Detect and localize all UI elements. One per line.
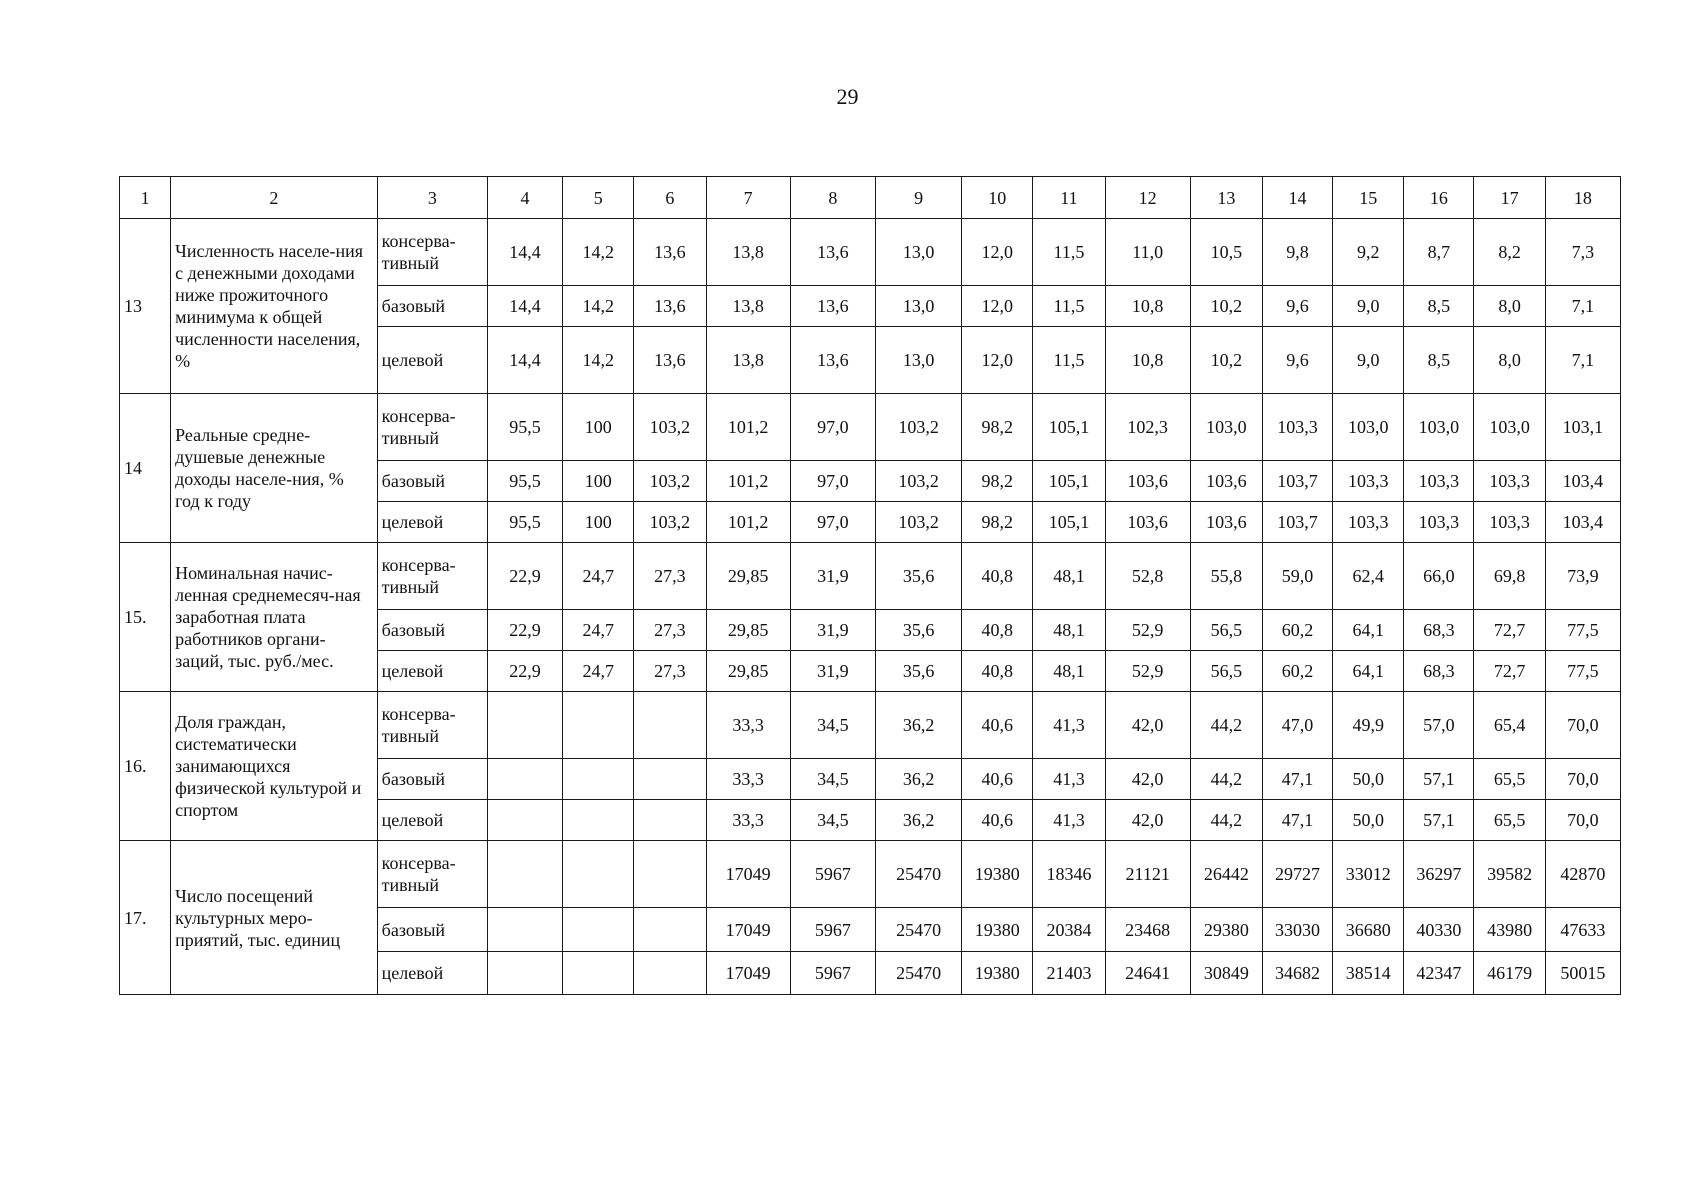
value-cell [634,759,706,800]
value-cell: 13,6 [790,219,875,286]
value-cell [563,952,634,995]
value-cell: 103,6 [1105,502,1190,543]
value-cell: 18346 [1033,841,1105,908]
column-header: 8 [790,177,875,219]
value-cell: 103,2 [634,502,706,543]
value-cell: 77,5 [1545,651,1620,692]
value-cell: 40,8 [962,610,1033,651]
table-body [120,219,1621,995]
page-number: 29 [836,84,859,109]
value-cell: 8,7 [1404,219,1474,286]
value-cell: 43980 [1474,908,1545,952]
value-cell: 105,1 [1033,461,1105,502]
value-cell: 13,6 [790,327,875,394]
value-cell: 50,0 [1333,759,1404,800]
value-cell: 52,9 [1105,610,1190,651]
value-cell: 105,1 [1033,502,1105,543]
column-header: 2 [171,177,378,219]
value-cell: 13,6 [634,286,706,327]
value-cell: 103,3 [1474,461,1545,502]
value-cell [487,841,562,908]
value-cell: 49,9 [1333,692,1404,759]
value-cell: 29,85 [706,610,790,651]
value-cell: 13,0 [875,327,961,394]
value-cell: 35,6 [875,610,961,651]
value-cell: 19380 [962,908,1033,952]
value-cell: 69,8 [1474,543,1545,610]
value-cell: 50015 [1545,952,1620,995]
table-row [120,543,1621,610]
value-cell: 19380 [962,952,1033,995]
value-cell: 56,5 [1190,610,1262,651]
value-cell: 52,8 [1105,543,1190,610]
column-header: 5 [563,177,634,219]
value-cell: 13,6 [634,327,706,394]
value-cell: 40,6 [962,800,1033,841]
value-cell: 34,5 [790,800,875,841]
value-cell: 25470 [875,841,961,908]
value-cell: 11,0 [1105,219,1190,286]
indicator-number: 17. [120,841,171,995]
value-cell: 42870 [1545,841,1620,908]
value-cell: 44,2 [1190,800,1262,841]
value-cell: 23468 [1105,908,1190,952]
value-cell: 103,2 [875,502,961,543]
value-cell: 38514 [1333,952,1404,995]
value-cell: 36,2 [875,800,961,841]
value-cell: 47,1 [1262,759,1332,800]
value-cell: 33,3 [706,800,790,841]
value-cell: 103,2 [875,394,961,461]
column-header: 13 [1190,177,1262,219]
value-cell: 103,6 [1105,461,1190,502]
column-header: 3 [377,177,487,219]
value-cell: 10,5 [1190,219,1262,286]
value-cell: 13,0 [875,286,961,327]
value-cell: 103,2 [634,461,706,502]
scenario-label: базовый [377,759,487,800]
value-cell: 35,6 [875,543,961,610]
value-cell: 103,3 [1474,502,1545,543]
value-cell: 41,3 [1033,800,1105,841]
value-cell: 17049 [706,908,790,952]
value-cell: 11,5 [1033,327,1105,394]
value-cell: 46179 [1474,952,1545,995]
value-cell: 105,1 [1033,394,1105,461]
value-cell: 40330 [1404,908,1474,952]
value-cell: 33,3 [706,692,790,759]
value-cell: 24,7 [563,610,634,651]
value-cell: 40,6 [962,759,1033,800]
scenario-label: целевой [377,327,487,394]
value-cell: 22,9 [487,543,562,610]
column-header: 17 [1474,177,1545,219]
value-cell: 24,7 [563,651,634,692]
value-cell: 10,2 [1190,286,1262,327]
scenario-label: консерва-тивный [377,219,487,286]
value-cell: 65,4 [1474,692,1545,759]
indicator-name: Число посещений культурных меро-приятий, тыс. единиц [171,841,378,995]
table-row [120,394,1621,461]
value-cell: 25470 [875,952,961,995]
value-cell: 103,0 [1333,394,1404,461]
value-cell: 8,2 [1474,219,1545,286]
value-cell: 103,4 [1545,502,1620,543]
value-cell: 103,7 [1262,461,1332,502]
value-cell: 68,3 [1404,610,1474,651]
value-cell: 42,0 [1105,800,1190,841]
value-cell: 9,0 [1333,286,1404,327]
value-cell: 64,1 [1333,651,1404,692]
value-cell: 95,5 [487,502,562,543]
value-cell: 68,3 [1404,651,1474,692]
column-header: 4 [487,177,562,219]
value-cell: 42,0 [1105,759,1190,800]
column-header: 16 [1404,177,1474,219]
value-cell: 42347 [1404,952,1474,995]
value-cell: 103,1 [1545,394,1620,461]
value-cell: 103,3 [1404,502,1474,543]
value-cell: 41,3 [1033,759,1105,800]
scenario-label: консерва-тивный [377,841,487,908]
value-cell: 9,8 [1262,219,1332,286]
scenario-label: базовый [377,908,487,952]
value-cell: 17049 [706,952,790,995]
value-cell: 29380 [1190,908,1262,952]
table-row [120,219,1621,286]
value-cell: 24,7 [563,543,634,610]
value-cell [634,952,706,995]
value-cell: 20384 [1033,908,1105,952]
value-cell: 60,2 [1262,610,1332,651]
value-cell: 98,2 [962,394,1033,461]
value-cell: 13,8 [706,327,790,394]
scenario-label: базовый [377,610,487,651]
header-row [120,177,1621,219]
value-cell [634,800,706,841]
value-cell: 34,5 [790,692,875,759]
value-cell: 10,2 [1190,327,1262,394]
value-cell: 40,8 [962,543,1033,610]
value-cell: 9,0 [1333,327,1404,394]
value-cell: 47,0 [1262,692,1332,759]
value-cell: 42,0 [1105,692,1190,759]
value-cell: 11,5 [1033,219,1105,286]
value-cell: 103,0 [1190,394,1262,461]
value-cell: 102,3 [1105,394,1190,461]
value-cell: 36297 [1404,841,1474,908]
indicator-number: 15. [120,543,171,692]
column-header: 7 [706,177,790,219]
value-cell: 95,5 [487,461,562,502]
value-cell: 48,1 [1033,651,1105,692]
value-cell: 48,1 [1033,610,1105,651]
value-cell: 9,6 [1262,286,1332,327]
value-cell [634,692,706,759]
value-cell: 9,6 [1262,327,1332,394]
column-header: 10 [962,177,1033,219]
value-cell: 12,0 [962,327,1033,394]
value-cell: 103,3 [1333,502,1404,543]
value-cell [487,908,562,952]
value-cell: 27,3 [634,651,706,692]
value-cell: 98,2 [962,502,1033,543]
value-cell: 8,0 [1474,286,1545,327]
column-header: 11 [1033,177,1105,219]
value-cell: 50,0 [1333,800,1404,841]
table-row [120,692,1621,759]
value-cell: 5967 [790,841,875,908]
value-cell: 98,2 [962,461,1033,502]
value-cell: 101,2 [706,461,790,502]
value-cell: 30849 [1190,952,1262,995]
table-row [120,841,1621,908]
value-cell: 14,4 [487,286,562,327]
column-header: 15 [1333,177,1404,219]
value-cell: 22,9 [487,651,562,692]
value-cell: 103,0 [1474,394,1545,461]
value-cell: 44,2 [1190,759,1262,800]
value-cell: 103,2 [875,461,961,502]
value-cell: 14,2 [563,286,634,327]
value-cell: 65,5 [1474,800,1545,841]
value-cell: 13,8 [706,286,790,327]
value-cell: 101,2 [706,394,790,461]
value-cell: 34682 [1262,952,1332,995]
indicator-number: 14 [120,394,171,543]
value-cell: 12,0 [962,219,1033,286]
value-cell: 60,2 [1262,651,1332,692]
value-cell [487,759,562,800]
value-cell [634,908,706,952]
value-cell: 64,1 [1333,610,1404,651]
scenario-label: базовый [377,286,487,327]
value-cell: 73,9 [1545,543,1620,610]
scenario-label: целевой [377,502,487,543]
forecast-table [119,176,1621,995]
value-cell: 47,1 [1262,800,1332,841]
value-cell: 35,6 [875,651,961,692]
indicator-number: 16. [120,692,171,841]
value-cell: 103,0 [1404,394,1474,461]
value-cell: 103,3 [1404,461,1474,502]
column-header: 6 [634,177,706,219]
value-cell: 59,0 [1262,543,1332,610]
column-header: 14 [1262,177,1332,219]
value-cell: 14,4 [487,327,562,394]
value-cell: 57,1 [1404,759,1474,800]
value-cell: 55,8 [1190,543,1262,610]
indicator-name: Численность населе-ния с денежными доходами ниже прожиточного минимума к общей численности населения, % [171,219,378,394]
value-cell: 13,0 [875,219,961,286]
value-cell: 29,85 [706,651,790,692]
value-cell: 13,8 [706,219,790,286]
value-cell: 7,1 [1545,286,1620,327]
indicator-name: Номинальная начис-ленная среднемесяч-ная заработная плата работников органи-заций, тыс. руб./мес. [171,543,378,692]
value-cell: 40,6 [962,692,1033,759]
value-cell: 100 [563,461,634,502]
value-cell [487,800,562,841]
value-cell: 95,5 [487,394,562,461]
value-cell: 12,0 [962,286,1033,327]
value-cell: 9,2 [1333,219,1404,286]
value-cell: 22,9 [487,610,562,651]
column-header: 9 [875,177,961,219]
value-cell: 56,5 [1190,651,1262,692]
value-cell: 5967 [790,908,875,952]
value-cell: 36,2 [875,692,961,759]
value-cell: 33012 [1333,841,1404,908]
value-cell: 25470 [875,908,961,952]
scenario-label: целевой [377,800,487,841]
value-cell [563,908,634,952]
value-cell: 34,5 [790,759,875,800]
value-cell: 8,5 [1404,286,1474,327]
value-cell: 77,5 [1545,610,1620,651]
value-cell: 26442 [1190,841,1262,908]
scenario-label: консерва-тивный [377,543,487,610]
value-cell: 103,6 [1190,502,1262,543]
value-cell: 40,8 [962,651,1033,692]
value-cell: 17049 [706,841,790,908]
value-cell: 41,3 [1033,692,1105,759]
value-cell: 8,5 [1404,327,1474,394]
value-cell: 7,1 [1545,327,1620,394]
value-cell: 14,2 [563,219,634,286]
value-cell: 33030 [1262,908,1332,952]
value-cell: 7,3 [1545,219,1620,286]
value-cell: 70,0 [1545,759,1620,800]
value-cell: 48,1 [1033,543,1105,610]
value-cell: 11,5 [1033,286,1105,327]
column-header: 1 [120,177,171,219]
value-cell: 21121 [1105,841,1190,908]
indicator-number: 13 [120,219,171,394]
value-cell: 103,4 [1545,461,1620,502]
value-cell [487,952,562,995]
value-cell: 33,3 [706,759,790,800]
value-cell: 65,5 [1474,759,1545,800]
value-cell [563,759,634,800]
value-cell: 70,0 [1545,800,1620,841]
value-cell: 5967 [790,952,875,995]
value-cell: 72,7 [1474,651,1545,692]
value-cell: 27,3 [634,610,706,651]
indicator-name: Реальные средне-душевые денежные доходы населе-ния, % год к году [171,394,378,543]
value-cell: 103,2 [634,394,706,461]
value-cell: 14,2 [563,327,634,394]
scenario-label: базовый [377,461,487,502]
value-cell [563,800,634,841]
value-cell: 97,0 [790,461,875,502]
value-cell: 21403 [1033,952,1105,995]
value-cell [563,841,634,908]
value-cell: 100 [563,502,634,543]
value-cell [634,841,706,908]
value-cell [487,692,562,759]
value-cell: 103,7 [1262,502,1332,543]
value-cell: 100 [563,394,634,461]
value-cell: 31,9 [790,543,875,610]
column-header: 12 [1105,177,1190,219]
value-cell: 57,1 [1404,800,1474,841]
value-cell: 103,6 [1190,461,1262,502]
value-cell: 97,0 [790,394,875,461]
value-cell: 8,0 [1474,327,1545,394]
value-cell: 101,2 [706,502,790,543]
scenario-label: целевой [377,651,487,692]
value-cell: 29727 [1262,841,1332,908]
scenario-label: консерва-тивный [377,692,487,759]
value-cell: 97,0 [790,502,875,543]
value-cell: 19380 [962,841,1033,908]
value-cell: 103,3 [1262,394,1332,461]
column-header: 18 [1545,177,1620,219]
value-cell: 27,3 [634,543,706,610]
value-cell: 66,0 [1404,543,1474,610]
value-cell: 24641 [1105,952,1190,995]
scenario-label: консерва-тивный [377,394,487,461]
value-cell: 62,4 [1333,543,1404,610]
value-cell: 47633 [1545,908,1620,952]
value-cell: 36680 [1333,908,1404,952]
value-cell: 70,0 [1545,692,1620,759]
value-cell: 31,9 [790,610,875,651]
value-cell: 36,2 [875,759,961,800]
value-cell: 14,4 [487,219,562,286]
indicator-name: Доля граждан, систематически занимающихся физической культурой и спортом [171,692,378,841]
value-cell: 10,8 [1105,286,1190,327]
value-cell: 31,9 [790,651,875,692]
value-cell: 52,9 [1105,651,1190,692]
value-cell: 39582 [1474,841,1545,908]
value-cell: 13,6 [790,286,875,327]
value-cell: 13,6 [634,219,706,286]
value-cell: 44,2 [1190,692,1262,759]
scenario-label: целевой [377,952,487,995]
value-cell: 72,7 [1474,610,1545,651]
value-cell: 57,0 [1404,692,1474,759]
value-cell: 10,8 [1105,327,1190,394]
value-cell: 103,3 [1333,461,1404,502]
value-cell [563,692,634,759]
value-cell: 29,85 [706,543,790,610]
